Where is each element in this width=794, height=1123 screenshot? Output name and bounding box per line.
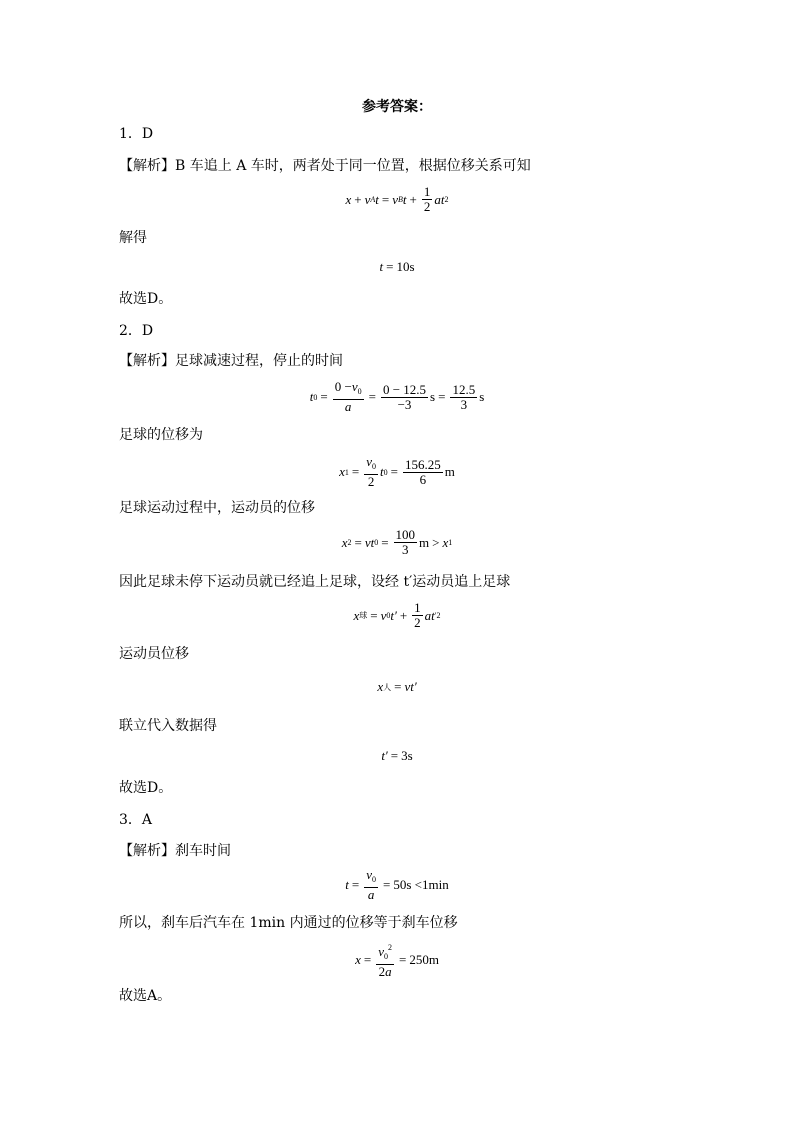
q2-result-equation: t′ = 3s xyxy=(381,748,413,763)
page-title: 参考答案： xyxy=(362,99,432,115)
q3-disp-equation: x = $\frac{v_0^2}{2a}$ = 250m xyxy=(355,943,439,979)
q3-answer: 3．A xyxy=(119,812,153,828)
frac-num: 156.25 xyxy=(405,456,441,472)
q2-answer: 2．D xyxy=(119,323,154,339)
frac-den: 2 xyxy=(414,615,421,630)
q1-conclusion: 故选D。 xyxy=(119,291,173,307)
frac-num: 1 xyxy=(423,184,431,199)
q3-t-value: 50s <1min xyxy=(393,877,449,892)
q1-equation: x + v A t = v B t + $\frac{1}{2}$ at 2 xyxy=(345,184,449,214)
q2-disp-label: 足球的位移为 xyxy=(119,427,203,443)
frac-num: 100 xyxy=(395,527,416,542)
q3-conclusion: 故选A。 xyxy=(119,988,172,1004)
frac-num: 0 − 12.5 xyxy=(382,381,427,397)
q2-ball-disp-equation: x 1 = $\frac{v_0}{2}$ t 0 = $\frac{156.25}{6}$ m xyxy=(339,454,455,489)
q1-answer: 1．D xyxy=(119,126,154,142)
q2-combine-label: 联立代入数据得 xyxy=(119,718,217,734)
q2-analysis: 【解析】足球减速过程，停止的时间 xyxy=(119,353,343,369)
q1-analysis: 【解析】B 车追上 A 车时，两者处于同一位置，根据位移关系可知 xyxy=(119,158,531,174)
frac-den: 3 xyxy=(460,396,468,412)
q1-solve-label: 解得 xyxy=(119,230,147,246)
q3-x-value: 250m xyxy=(409,952,439,967)
q1-result-equation: t = 10s xyxy=(379,259,415,274)
q3-analysis: 【解析】刹车时间 xyxy=(119,843,231,859)
q2-catch-text: 因此足球未停下运动员就已经追上足球，设经 t′运动员追上足球 xyxy=(119,574,511,590)
frac-den: 2 xyxy=(367,474,375,489)
q2-athlete-label: 足球运动过程中，运动员的位移 xyxy=(119,500,315,516)
q2-athlete-disp-equation: x 2 = vt 0 = $\frac{100}{3}$ m > x 1 xyxy=(341,527,453,557)
q3-so-text: 所以，刹车后汽车在 1min 内通过的位移等于刹车位移 xyxy=(119,915,458,931)
frac-num: 12.5 xyxy=(452,381,476,397)
q2-ball-catch-equation: x 球 = v 0 t′ + $\frac{1}{2}$ at ′2 xyxy=(353,600,441,630)
frac-den: 6 xyxy=(419,471,427,487)
q1-t-value: 10s xyxy=(396,259,415,274)
frac-den: −3 xyxy=(397,396,412,412)
frac-num: 1 xyxy=(414,600,421,615)
frac-den: 3 xyxy=(402,542,409,557)
q2-conclusion: 故选D。 xyxy=(119,780,173,796)
q2-tprime-value: 3s xyxy=(401,748,413,763)
frac-num: 0 − xyxy=(334,379,352,394)
q2-stop-time-equation: t 0 = $\frac{0 -v_0}{a}$ = $\frac{0 - 12.5}{-3}$ s = $\frac{12.5}{3}$ s xyxy=(309,379,485,414)
q2-athlete-disp-label: 运动员位移 xyxy=(119,646,189,662)
q3-time-equation: t = $\frac{v_0}{a}$ = 50s <1min xyxy=(345,867,449,902)
frac-den: 2 xyxy=(423,199,431,214)
q2-athlete-equation: x 人 = vt′ xyxy=(377,679,417,694)
